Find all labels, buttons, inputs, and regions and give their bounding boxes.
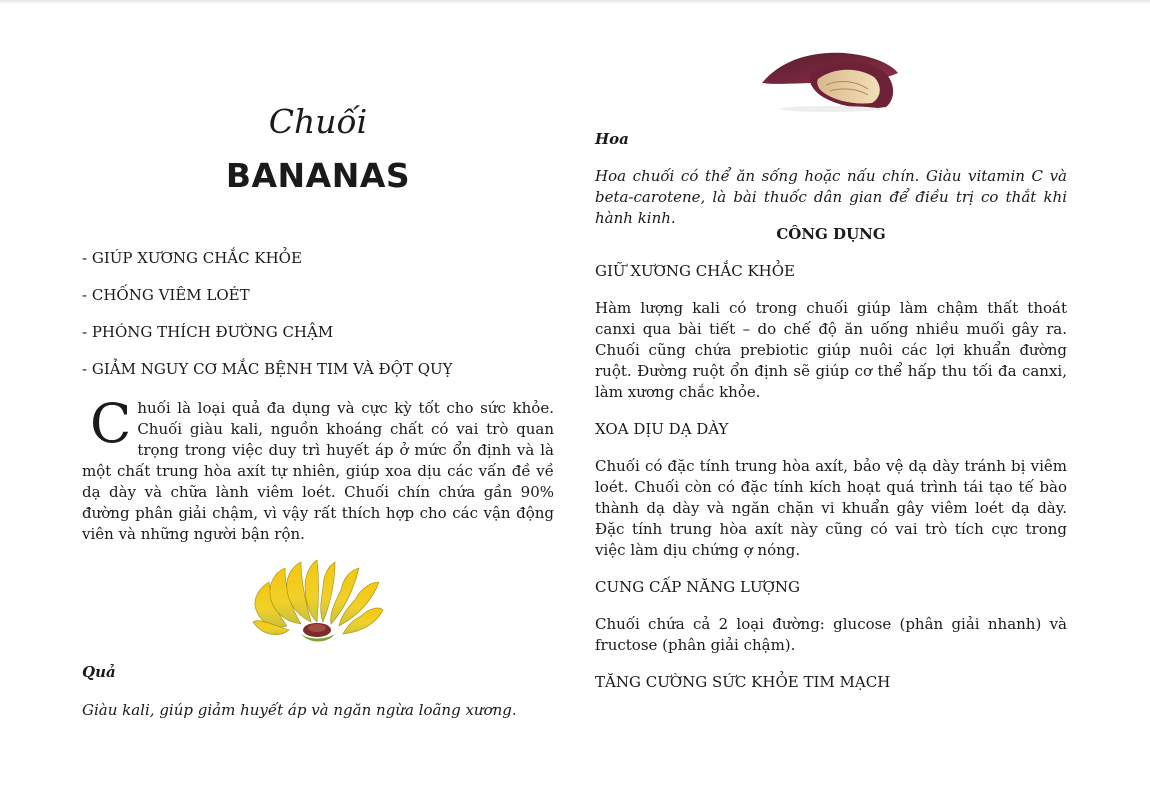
- benefit-item: - GIẢM NGUY CƠ MẮC BỆNH TIM VÀ ĐỘT QUỴ: [82, 360, 453, 378]
- intro-paragraph: [82, 392, 554, 545]
- banana-flower-image: [760, 45, 900, 113]
- intro-text: huối là loại quả đa dụng và cực kỳ tốt cho sức khỏe. Chuối giàu kali, nguồn khoáng chất có vai trò quan trọng trong việc duy trì huyết áp ở mức ổn định và là một chất trung hòa axít tự nhiên, giúp xoa dịu các vấn đề về dạ dày và chữa lành viêm loét. Chuối chín chứa gần 90% đường phân giải chậm, vì vậy rất thích hợp cho các vận động viên và những người bận rộn.: [82, 399, 554, 543]
- section-heading-bones: GIỮ XƯƠNG CHẮC KHỎE: [595, 262, 795, 280]
- section-heading-heart: TĂNG CƯỜNG SỨC KHỎE TIM MẠCH: [595, 673, 891, 691]
- flower-label: Hoa: [595, 130, 629, 148]
- section-heading-stomach: XOA DỊU DẠ DÀY: [595, 420, 729, 438]
- fruit-label: Quả: [82, 663, 116, 681]
- banana-bunch-image: [249, 560, 385, 644]
- fruit-description: Giàu kali, giúp giảm huyết áp và ngăn ngừa loãng xương.: [82, 701, 517, 719]
- drop-cap: C: [90, 392, 132, 455]
- uses-heading: CÔNG DỤNG: [776, 225, 886, 243]
- section-heading-energy: CUNG CẤP NĂNG LƯỢNG: [595, 578, 801, 596]
- benefit-item: - PHÓNG THÍCH ĐƯỜNG CHẬM: [82, 323, 334, 341]
- section-body-stomach: Chuối có đặc tính trung hòa axít, bảo vệ dạ dày tránh bị viêm loét. Chuối còn có đặc tính kích hoạt quá trình tái tạo tế bào thành dạ dày và ngăn chặn vi khuẩn gây viêm loét dạ dày. Đặc tính trung hòa axít này cũng có vai trò tích cực trong việc làm dịu chứng ợ nóng.: [595, 457, 1067, 559]
- page-top-edge: [0, 0, 1150, 4]
- page-title-vietnamese: Chuối: [268, 102, 368, 141]
- section-body-energy: Chuối chứa cả 2 loại đường: glucose (phân giải nhanh) và fructose (phân giải chậm).: [595, 615, 1067, 654]
- page-title-english: BANANAS: [225, 156, 411, 195]
- flower-description: Hoa chuối có thể ăn sống hoặc nấu chín. Giàu vitamin C và beta-carotene, là bài thuốc dân gian để điều trị co thắt khi hành kinh.: [595, 167, 1067, 227]
- benefit-item: - GIÚP XƯƠNG CHẮC KHỎE: [82, 249, 302, 267]
- section-body-bones: Hàm lượng kali có trong chuối giúp làm chậm thất thoát canxi qua bài tiết – do chế độ ăn uống nhiều muối gây ra. Chuối cũng chứa prebiotic giúp nuôi các lợi khuẩn đường ruột. Đường ruột ổn định sẽ giúp cơ thể hấp thu tối đa canxi, làm xương chắc khỏe.: [595, 299, 1067, 401]
- benefit-item: - CHỐNG VIÊM LOÉT: [82, 286, 250, 304]
